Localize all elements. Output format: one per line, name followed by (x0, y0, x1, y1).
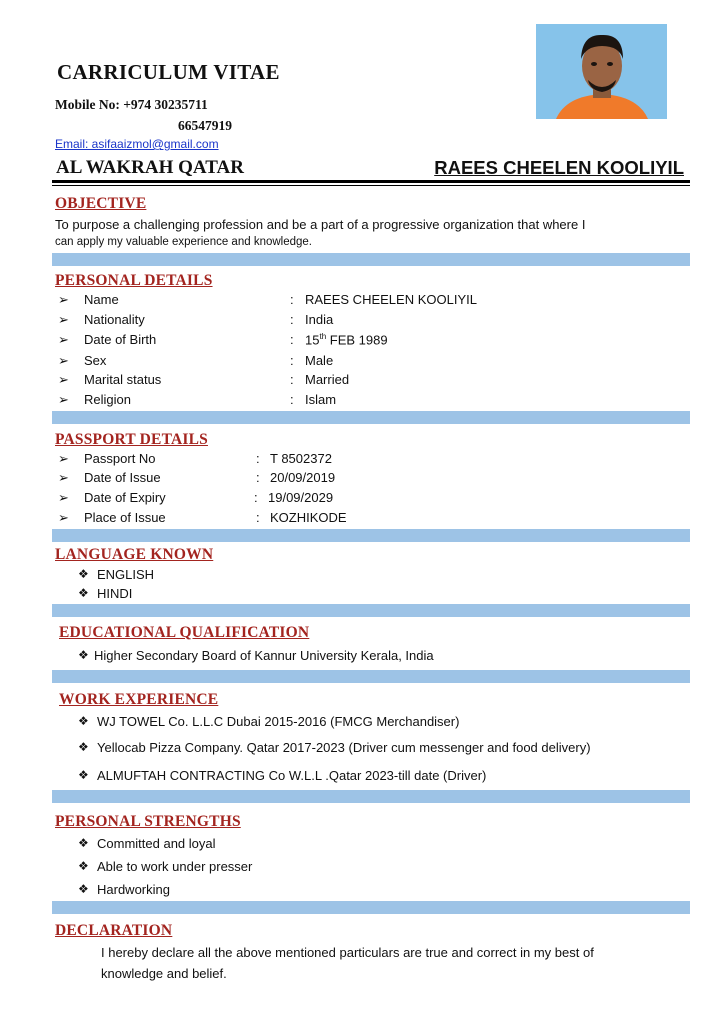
field-colon: : (256, 451, 260, 466)
field-colon: : (290, 353, 294, 368)
strength-item (78, 882, 478, 902)
objective-line-2: can apply my valuable experience and knowledge. (55, 236, 312, 248)
declaration-line-2: knowledge and belief. (101, 966, 227, 981)
language-item (78, 567, 478, 587)
mobile-number: Mobile No: +974 30235711 (55, 97, 208, 112)
section-band (52, 790, 690, 803)
personal-row-sex (58, 353, 658, 373)
arrow-bullet-icon: ➢ (58, 332, 69, 347)
diamond-bullet-icon: ❖ (78, 859, 89, 873)
candidate-name: RAEES CHEELEN KOOLIYIL (434, 157, 684, 178)
language-heading: LANGUAGE KNOWN (55, 546, 214, 563)
strength-item (78, 859, 478, 879)
arrow-bullet-icon: ➢ (58, 353, 69, 368)
dob-day: 15 (305, 332, 320, 348)
passport-row-issue (58, 470, 658, 490)
field-value: Islam (305, 392, 337, 407)
field-value: KOZHIKODE (270, 510, 347, 525)
personal-row-marital (58, 372, 658, 392)
field-label: Date of Expiry (84, 490, 166, 505)
field-value (305, 332, 388, 347)
field-label: Sex (84, 353, 107, 368)
diamond-bullet-icon: ❖ (78, 648, 89, 662)
field-colon: : (290, 372, 294, 387)
diamond-bullet-icon: ❖ (78, 567, 89, 581)
personal-row-religion (58, 392, 658, 412)
diamond-bullet-icon: ❖ (78, 586, 89, 600)
field-label: Date of Birth (84, 332, 157, 347)
work-item (78, 714, 698, 734)
field-colon: : (290, 292, 294, 307)
diamond-bullet-icon: ❖ (78, 714, 89, 728)
strengths-heading: PERSONAL STRENGTHS (55, 813, 241, 830)
work-item (78, 740, 698, 760)
education-heading: EDUCATIONAL QUALIFICATION (59, 624, 310, 641)
education-item (78, 648, 678, 668)
profile-photo (536, 24, 667, 119)
declaration-line-1: I hereby declare all the above mentioned particulars are true and correct in my best of (101, 945, 594, 960)
personal-row-nationality (58, 312, 658, 332)
dob-suffix: th (319, 332, 327, 341)
dob-rest: FEB 1989 (326, 332, 388, 348)
section-band (52, 529, 690, 542)
field-label: Religion (84, 392, 131, 407)
personal-details-heading: PERSONAL DETAILS (55, 272, 213, 289)
diamond-bullet-icon: ❖ (78, 768, 89, 782)
field-label: Place of Issue (84, 510, 166, 525)
field-label: Passport No (84, 451, 156, 466)
header-divider-thin (52, 185, 690, 186)
arrow-bullet-icon: ➢ (58, 510, 69, 525)
field-value: T 8502372 (270, 451, 332, 466)
work-experience-heading: WORK EXPERIENCE (59, 691, 219, 708)
section-band (52, 253, 690, 266)
language-item (78, 586, 478, 606)
passport-row-place (58, 510, 658, 530)
field-colon: : (290, 312, 294, 327)
cv-title: CARRICULUM VITAE (57, 60, 280, 84)
work-text: ALMUFTAH CONTRACTING Co W.L.L .Qatar 2023-till date (Driver) (97, 768, 487, 783)
diamond-bullet-icon: ❖ (78, 836, 89, 850)
strength-text: Committed and loyal (97, 836, 216, 851)
strength-text: Hardworking (97, 882, 170, 897)
arrow-bullet-icon: ➢ (58, 312, 69, 327)
field-colon: : (256, 470, 260, 485)
work-item (78, 768, 698, 788)
field-value: 19/09/2029 (268, 490, 334, 505)
arrow-bullet-icon: ➢ (58, 292, 69, 307)
mobile-number-secondary: 66547919 (178, 118, 232, 133)
email-link[interactable]: Email: asifaaizmol@gmail.com (55, 137, 219, 151)
field-colon: : (290, 332, 294, 347)
field-value: Male (305, 353, 334, 368)
field-colon: : (256, 510, 260, 525)
header-divider (52, 180, 690, 183)
language-name: ENGLISH (97, 567, 155, 582)
field-label: Marital status (84, 372, 162, 387)
section-band (52, 901, 690, 914)
diamond-bullet-icon: ❖ (78, 740, 89, 754)
diamond-bullet-icon: ❖ (78, 882, 89, 896)
field-label: Name (84, 292, 119, 307)
location: AL WAKRAH QATAR (56, 157, 244, 178)
field-label: Date of Issue (84, 470, 161, 485)
objective-heading: OBJECTIVE (55, 195, 147, 212)
language-name: HINDI (97, 586, 133, 601)
personal-row-dob (58, 332, 658, 352)
passport-row-number (58, 451, 658, 471)
education-text: Higher Secondary Board of Kannur University Kerala, India (94, 648, 434, 663)
arrow-bullet-icon: ➢ (58, 392, 69, 407)
field-value: RAEES CHEELEN KOOLIYIL (305, 292, 477, 307)
objective-line-1: To purpose a challenging profession and be a part of a progressive organization that where I (55, 217, 586, 232)
declaration-heading: DECLARATION (55, 922, 173, 939)
section-band (52, 670, 690, 683)
arrow-bullet-icon: ➢ (58, 470, 69, 485)
arrow-bullet-icon: ➢ (58, 372, 69, 387)
arrow-bullet-icon: ➢ (58, 490, 69, 505)
field-value: Married (305, 372, 350, 387)
section-band (52, 411, 690, 424)
work-text: WJ TOWEL Co. L.L.C Dubai 2015-2016 (FMCG Merchandiser) (97, 714, 460, 729)
strength-item (78, 836, 478, 856)
strength-text: Able to work under presser (97, 859, 253, 874)
field-label: Nationality (84, 312, 145, 327)
section-band (52, 604, 690, 617)
field-value: 20/09/2019 (270, 470, 336, 485)
arrow-bullet-icon: ➢ (58, 451, 69, 466)
personal-row-name (58, 292, 658, 312)
passport-details-heading: PASSPORT DETAILS (55, 431, 208, 448)
passport-row-expiry (58, 490, 658, 510)
work-text: Yellocab Pizza Company. Qatar 2017-2023 (Driver cum messenger and food delivery) (97, 740, 591, 755)
field-colon: : (290, 392, 294, 407)
field-colon: : (254, 490, 258, 505)
field-value: India (305, 312, 334, 327)
